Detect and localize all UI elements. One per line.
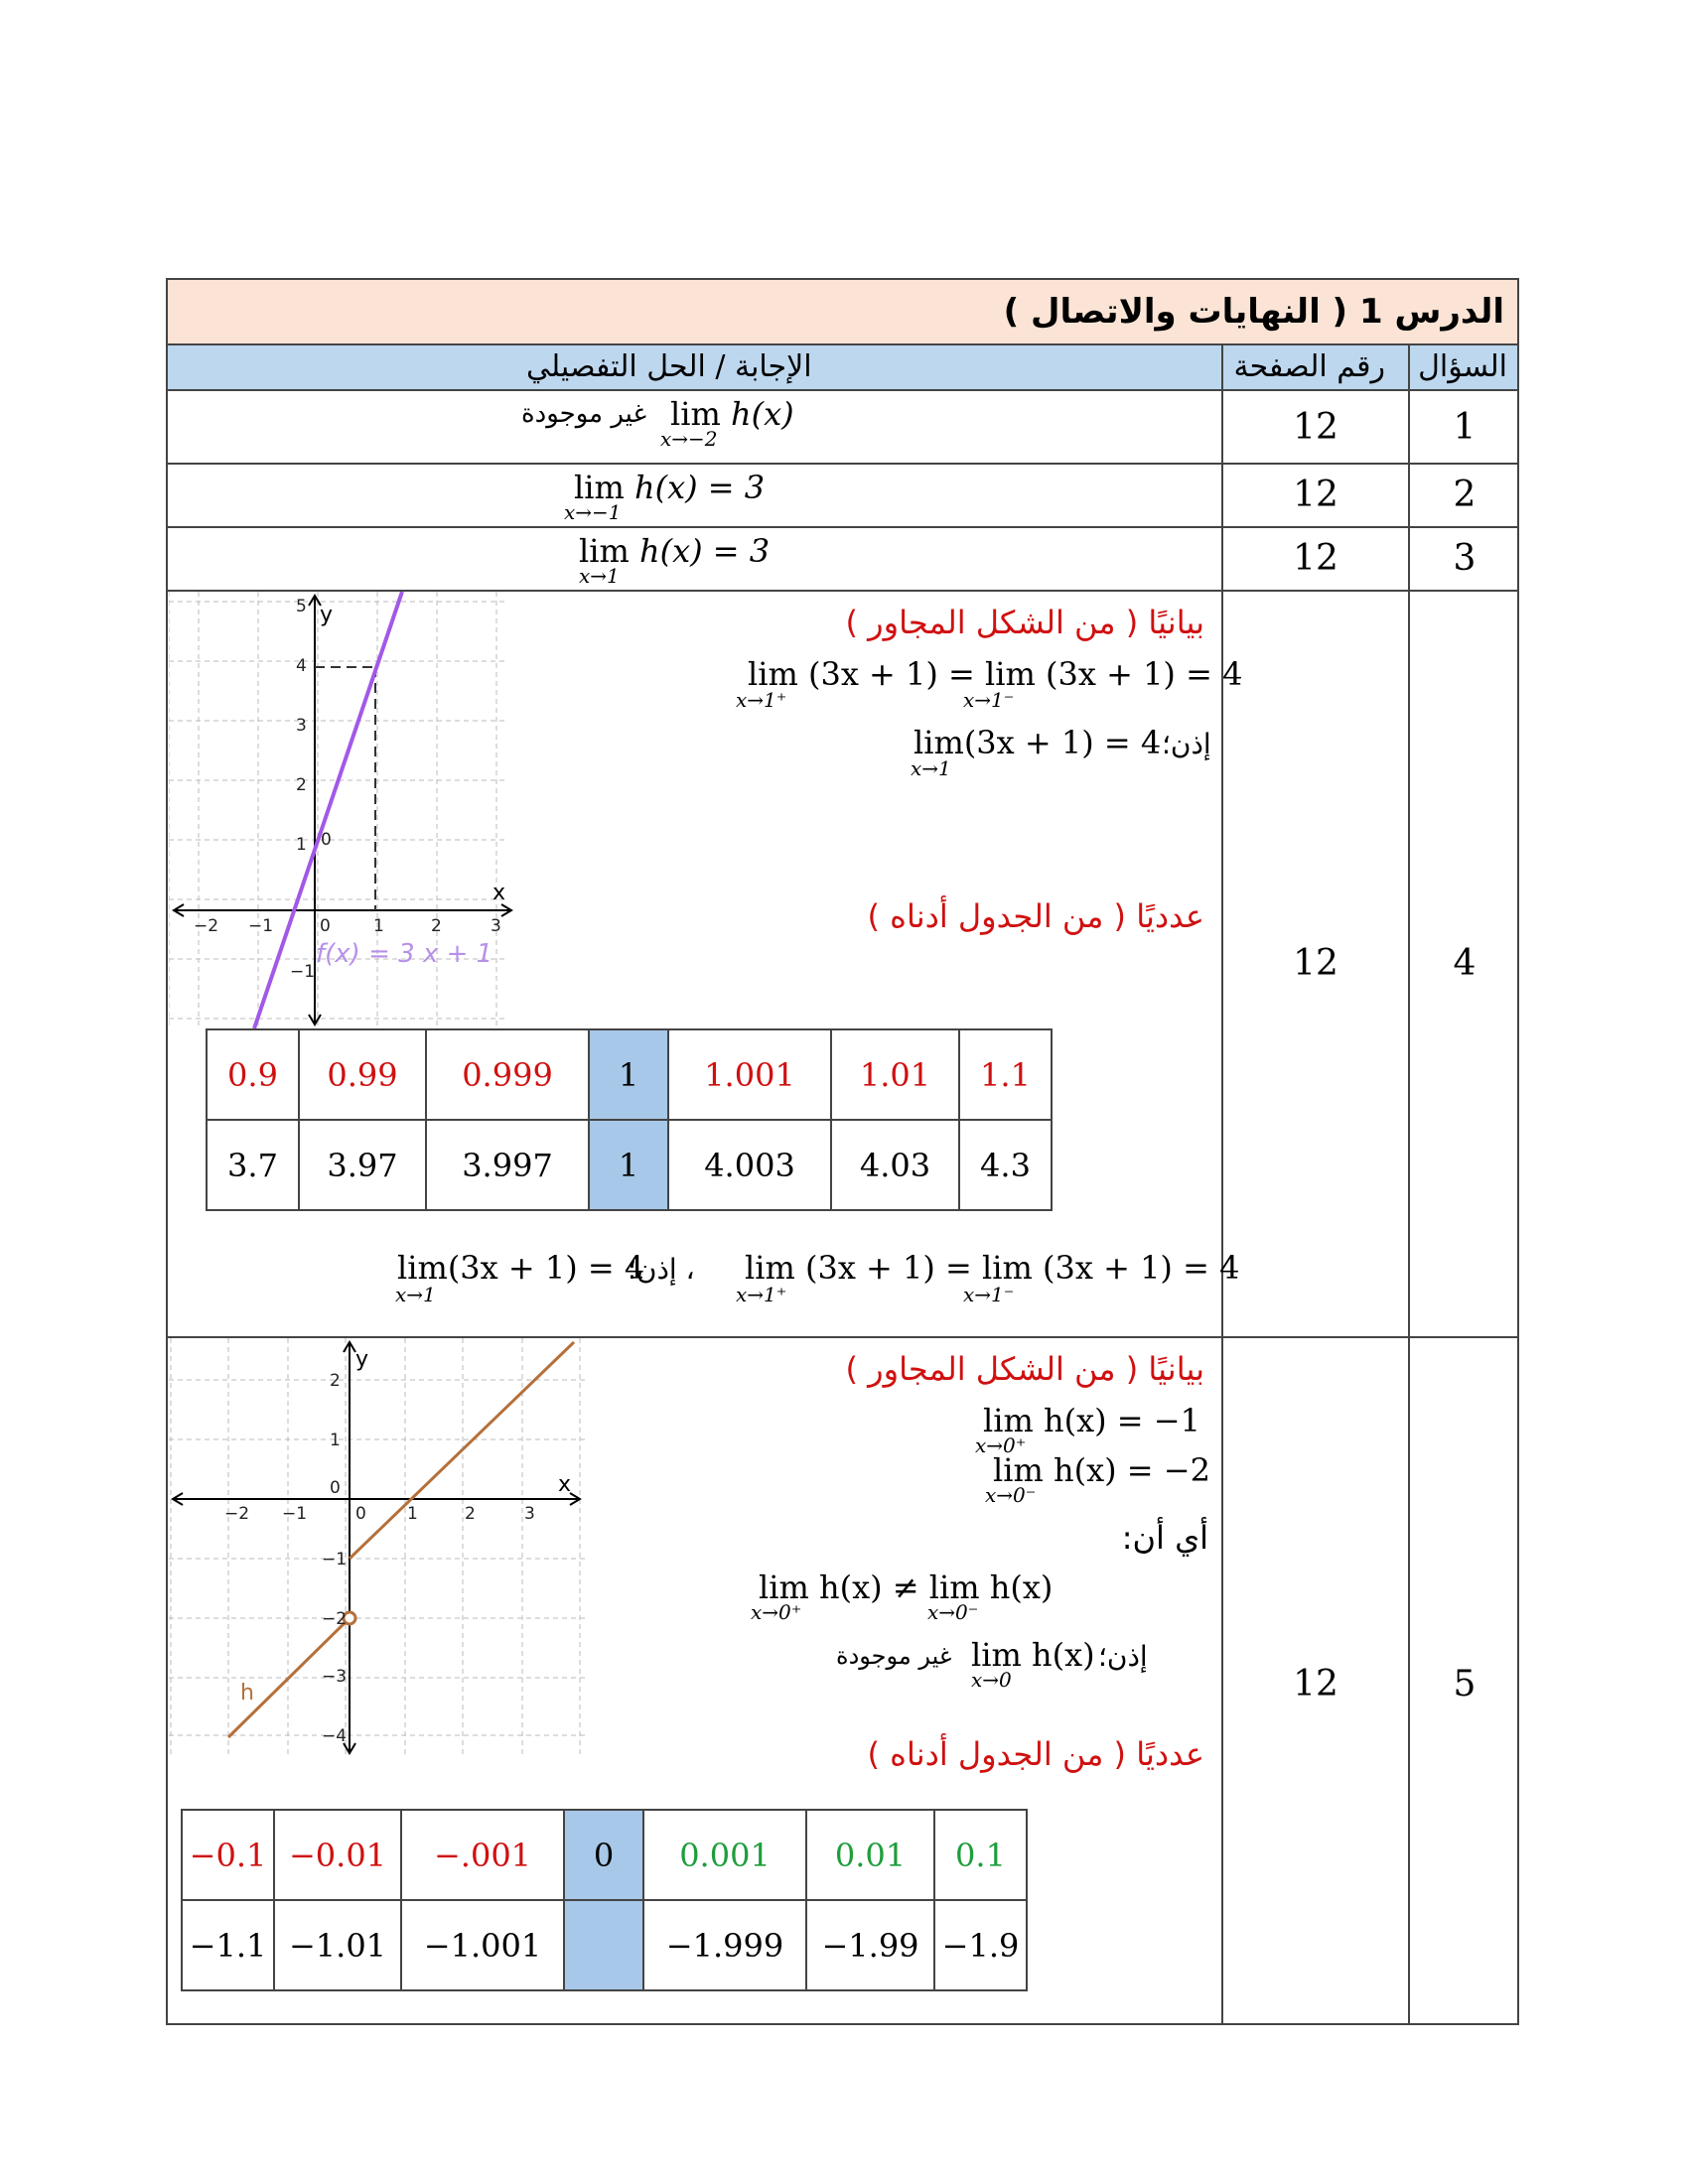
table-cell: 0.1 — [934, 1810, 1027, 1900]
tick-label: −2 — [194, 916, 219, 936]
tick-label: −2 — [224, 1504, 250, 1524]
answer-3-sub: x→1 — [579, 564, 620, 588]
q5-eq2: lim h(x) = −2 — [993, 1451, 1210, 1489]
tick-label: 3 — [296, 716, 307, 736]
table-cell: −1.999 — [643, 1900, 806, 1990]
tick-label: 3 — [491, 916, 501, 936]
tick-label: 0 — [330, 1478, 341, 1498]
question-number: 1 — [1453, 407, 1477, 448]
q5-eq2-sub: x→0⁻ — [985, 1483, 1037, 1507]
q4-bottom-then: ، إذن؛ — [628, 1253, 695, 1286]
table-cell: 0.9 — [207, 1029, 299, 1120]
q4-numeric-heading: عدديًا ( من الجدول أدناه ) — [867, 897, 1204, 935]
axis-x-label: x — [558, 1472, 572, 1497]
rule — [166, 389, 1519, 391]
q5-numeric-heading: عدديًا ( من الجدول أدناه ) — [867, 1735, 1204, 1773]
q4-eq1-sub-right: x→1⁻ — [963, 688, 1015, 712]
page-number: 12 — [1293, 407, 1338, 448]
question-number: 4 — [1453, 943, 1477, 984]
q4-graphical-heading: بيانيًا ( من الشكل المجاور ) — [845, 604, 1204, 641]
table-cell: −1.001 — [401, 1900, 564, 1990]
table-cell: −1.01 — [274, 1900, 401, 1990]
table-cell: 4.3 — [959, 1120, 1052, 1210]
table-cell: −1.1 — [182, 1900, 274, 1990]
answer-1-lim: lim h(x) — [670, 395, 794, 433]
q4-bottom-eq-left: lim(3x + 1) = 4 — [397, 1249, 645, 1287]
q4-eq2: lim(3x + 1) = 4 — [914, 724, 1162, 761]
rule — [1221, 343, 1223, 2025]
header-question: السؤال — [1418, 349, 1507, 384]
q4-value-table — [206, 1028, 1053, 1211]
q5-eq3-sub-a: x→0⁺ — [751, 1600, 802, 1624]
table-cell: 1.01 — [831, 1029, 959, 1120]
answer-2-sub: x→−1 — [564, 500, 622, 524]
q5-eq1: lim h(x) = −1 — [983, 1402, 1200, 1439]
table-cell: 3.97 — [299, 1120, 426, 1210]
rule — [166, 343, 1519, 345]
axis-x-label: x — [492, 881, 506, 905]
table-cell: −1.99 — [806, 1900, 934, 1990]
page-number: 12 — [1293, 475, 1338, 515]
axis-y-label: y — [320, 603, 334, 627]
graph-function-label: f(x) = 3 x + 1 — [316, 939, 493, 969]
tick-label: 0 — [320, 916, 331, 936]
question-number: 2 — [1453, 475, 1477, 515]
table-cell: 4.03 — [831, 1120, 959, 1210]
table-cell: 1.001 — [668, 1029, 831, 1120]
q4-bottom-sub-left: x→1 — [395, 1283, 436, 1306]
tick-label: 3 — [524, 1504, 535, 1524]
q5-not-exist: غير موجودة — [836, 1642, 952, 1670]
tick-label: 0 — [321, 830, 332, 850]
tick-label: 4 — [296, 656, 307, 676]
q4-bottom-eq-right: lim (3x + 1) = lim (3x + 1) = 4 — [745, 1249, 1240, 1287]
q4-eq2-sub: x→1 — [911, 756, 951, 780]
q5-eq4-sub: x→0 — [971, 1668, 1012, 1692]
tick-label: 2 — [431, 916, 442, 936]
q4-graph — [169, 592, 516, 1028]
table-cell: 3.7 — [207, 1120, 299, 1210]
page-title: الدرس 1 ( النهايات والاتصال ) — [1003, 292, 1504, 332]
q4-eq1: lim (3x + 1) = lim (3x + 1) = 4 — [748, 655, 1243, 693]
table-cell: 0.999 — [426, 1029, 589, 1120]
tick-label: −1 — [248, 916, 274, 936]
page-number: 12 — [1293, 538, 1338, 579]
table-cell: 3.997 — [426, 1120, 589, 1210]
q5-value-table — [181, 1809, 1028, 1991]
q5-eq1-sub: x→0⁺ — [975, 1433, 1027, 1457]
graph-function-label: h — [240, 1681, 254, 1706]
table-cell: 0 — [564, 1810, 643, 1900]
q4-eq1-sub-left: x→1⁺ — [736, 688, 787, 712]
q5-graph — [169, 1338, 586, 1755]
table-cell — [564, 1900, 643, 1990]
tick-label: 0 — [355, 1504, 366, 1524]
table-cell: 1.1 — [959, 1029, 1052, 1120]
table-cell: 0.99 — [299, 1029, 426, 1120]
tick-label: 1 — [373, 916, 384, 936]
page-number: 12 — [1293, 1664, 1338, 1705]
q5-then-label: إذن؛ — [1098, 1640, 1148, 1673]
answer-1-not-exist: غير موجودة — [521, 399, 647, 429]
tick-label: 1 — [296, 835, 307, 855]
table-cell: 4.003 — [668, 1120, 831, 1210]
tick-label: 2 — [330, 1371, 341, 1391]
tick-label: −1 — [282, 1504, 308, 1524]
table-cell: −1.9 — [934, 1900, 1027, 1990]
table-cell: −.001 — [401, 1810, 564, 1900]
table-cell: −0.01 — [274, 1810, 401, 1900]
question-number: 3 — [1453, 538, 1477, 579]
table-cell: −0.1 — [182, 1810, 274, 1900]
answer-2-lim: lim h(x) = 3 — [574, 469, 766, 506]
tick-label: 1 — [407, 1504, 418, 1524]
question-number: 5 — [1453, 1664, 1477, 1705]
q5-graphical-heading: بيانيًا ( من الشكل المجاور ) — [845, 1350, 1204, 1388]
q5-eq3-sub-b: x→0⁻ — [927, 1600, 979, 1624]
table-cell: 1 — [589, 1120, 668, 1210]
tick-label: 1 — [330, 1431, 341, 1450]
header-page: رقم الصفحة — [1233, 349, 1385, 384]
tick-label: −4 — [322, 1726, 348, 1746]
tick-label: 2 — [465, 1504, 476, 1524]
q4-bottom-sub-a: x→1⁺ — [736, 1283, 787, 1306]
q5-meaning: أي أن: — [1121, 1519, 1208, 1557]
rule — [1408, 343, 1410, 2025]
rule — [166, 463, 1519, 465]
tick-label: 5 — [296, 597, 307, 616]
table-cell: 1 — [589, 1029, 668, 1120]
table-cell: 0.01 — [806, 1810, 934, 1900]
answer-1-sub: x→−2 — [660, 427, 718, 451]
tick-label: −2 — [322, 1609, 348, 1629]
rule — [166, 526, 1519, 528]
header-answer: الإجابة / الحل التفصيلي — [526, 349, 812, 384]
q5-eq4: lim h(x) — [971, 1636, 1095, 1674]
q4-then-label: إذن؛ — [1162, 728, 1211, 760]
tick-label: −1 — [290, 962, 316, 982]
q5-eq3: lim h(x) ≠ lim h(x) — [759, 1569, 1054, 1606]
page-number: 12 — [1293, 943, 1338, 984]
tick-label: −1 — [322, 1550, 348, 1570]
tick-label: 2 — [296, 775, 307, 795]
q4-bottom-sub-b: x→1⁻ — [963, 1283, 1015, 1306]
table-cell: 0.001 — [643, 1810, 806, 1900]
answer-3-lim: lim h(x) = 3 — [579, 532, 771, 570]
tick-label: −3 — [322, 1667, 348, 1687]
axis-y-label: y — [355, 1347, 369, 1372]
